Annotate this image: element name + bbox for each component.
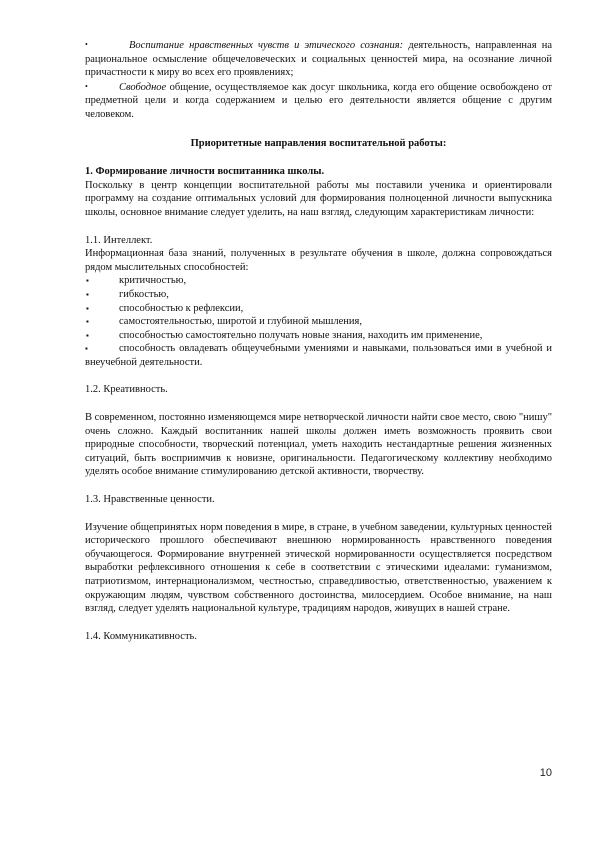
intro-bullet-1-text: деятельность, направленная на рациональное осмысление общечеловеческих и социальных ценностей мира, на осознание личной причастности к миру во всех его проявлениях;: [85, 40, 552, 79]
section-1-text: Поскольку в центр концепции воспитательной работы мы поставили ученика и ориентировали программу на создание оптимальных условий для формирования полноценной личности выпускника школы, основное внимание следует уделить, на наш взгляд, следующим характеристикам личности:: [85, 179, 552, 218]
intro-bullet-1: [85, 38, 552, 80]
abilities-list: [85, 274, 552, 342]
list-item: ▪ самостоятельностью, широтой и глубиной мышления,: [86, 316, 362, 328]
section-1-1-text: Информационная база знаний, полученных в результате обучения в школе, должна сопровождаться рядом мыслительных способностей:: [85, 248, 552, 273]
section-1-1-title: 1.1. Интеллект.: [85, 234, 153, 246]
bullet-marker: •: [85, 40, 88, 49]
page-content: [85, 38, 552, 643]
list-item: ▪ критичностью,: [86, 275, 187, 287]
list-marker: ▪: [86, 276, 89, 286]
section-1-4-title: 1.4. Коммуникативность.: [85, 630, 197, 642]
section-heading: Приоритетные направления воспитательной работы:: [190, 137, 447, 149]
bullet-marker: •: [85, 81, 88, 91]
page-number: 10: [539, 767, 552, 779]
section-1-3-title: 1.3. Нравственные ценности.: [85, 494, 215, 506]
list-marker: ▪: [86, 303, 89, 313]
section-1-2-text: В современном, постоянно изменяющемся мире нетворческой личности найти свое место, свою "нишу" очень сложно. Каждый воспитанник нашей школы должен иметь возможность проявить свои природные способности, творческий потенциал, уметь находить нестандартные решения жизненных ситуаций, быть восприимчив к новизне, оригинальности. Педагогическому коллективу необходимо уделять особое внимание стимулированию детской активности, творчеству.: [85, 412, 552, 478]
list-marker: ▪: [86, 289, 89, 299]
list-item: ▪ способностью к рефлексии,: [86, 302, 244, 314]
intro-bullet-2: [85, 80, 552, 122]
list-item-wrapped: ▪ способность овладевать общеучебными умениями и навыками, пользоваться ими в учебной и внеучебной деятельности.: [85, 343, 552, 368]
section-1-3-text: Изучение общепринятых норм поведения в мире, в стране, в учебном заведении, культурных ценностей исторического прошлого обеспечивают внешнюю нормированность нравственного поведения обучающегося. Формирование внутренней этической нормированности осуществляется посредством выработки рефлексивного отношения к себе в соответствии с этическими идеалами: гуманизмом, патриотизмом, интернационализмом, честностью, справедливостью, ответственностью, уважением к окружающим людям, чувством собственного достоинства, милосердием. Особое внимание, на наш взгляд, следует уделять национальной культуре, традициям народов, живущих в нашей стране.: [85, 521, 552, 615]
intro-bullet-1-emphasis: Воспитание нравственных чувств и этического сознания:: [129, 40, 404, 51]
intro-bullet-2-emphasis: Свободное: [119, 81, 167, 93]
list-marker: ▪: [85, 344, 88, 354]
list-marker: ▪: [86, 330, 89, 340]
list-item: ▪ способностью самостоятельно получать новые знания, находить им применение,: [86, 329, 483, 341]
section-1-title: 1. Формирование личности воспитанника школы.: [85, 166, 325, 178]
intro-bullet-2-text: общение, осуществляемое как досуг школьника, когда его общение освобождено от предметной цели и когда содержанием и целью его деятельности является общение с другим человеком.: [85, 81, 552, 120]
list-marker: ▪: [86, 317, 89, 327]
section-1-2-title: 1.2. Креативность.: [85, 384, 168, 396]
list-item: ▪ гибкостью,: [86, 288, 169, 300]
